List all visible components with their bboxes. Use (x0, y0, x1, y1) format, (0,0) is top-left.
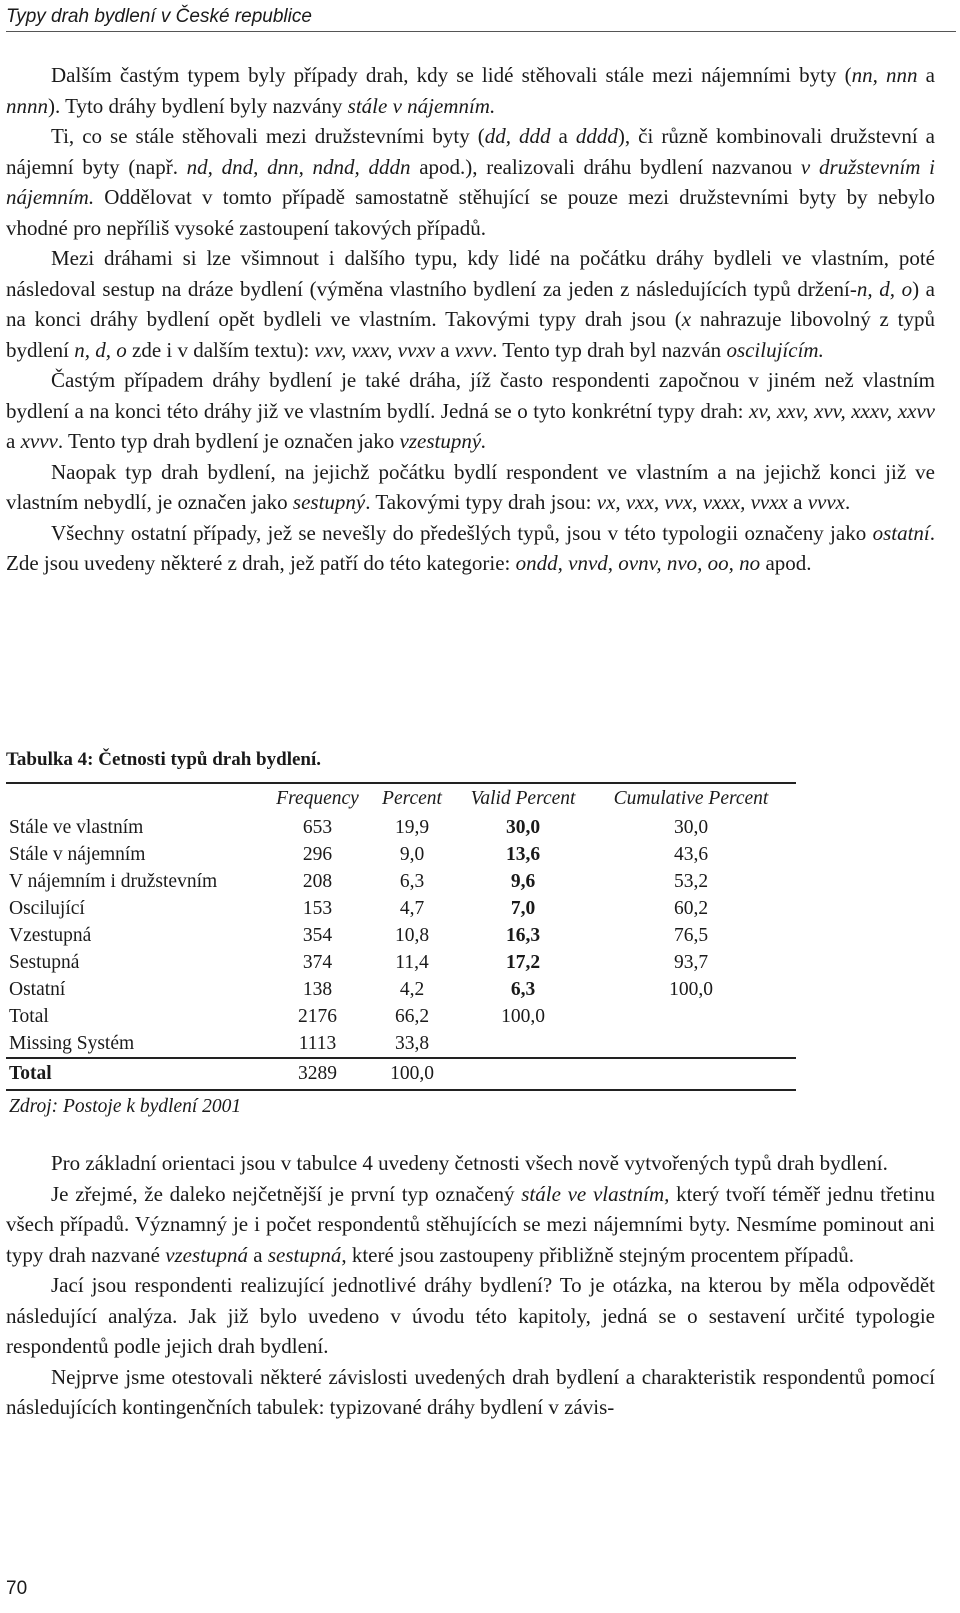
text-run: . Tento typ drah byl nazván (492, 337, 727, 362)
table-cell: 4,2 (399, 979, 425, 1000)
table-row (6, 1059, 796, 1089)
italic-term: vzestupná (165, 1242, 249, 1267)
page-number: 70 (6, 1578, 28, 1599)
table-cell: 11,4 (395, 952, 429, 973)
italic-term: nn, nnn (851, 63, 918, 87)
body-text-top (6, 60, 935, 579)
table-source: Zdroj: Postoje k bydlení 2001 (9, 1096, 242, 1117)
row-label: Vzestupná (9, 925, 92, 946)
table-row (6, 868, 796, 895)
italic-term: sestupná (267, 1242, 342, 1267)
italic-term: dddd (575, 124, 618, 148)
text-run: Dalším častým typem byly případy drah, kdy se lidé stěhovali stále mezi nájemními byty ( (51, 63, 852, 87)
frequency-table (6, 782, 796, 1120)
italic-term: nnnn (6, 93, 48, 118)
table-cell: 66,2 (394, 1006, 430, 1027)
text-run: který tvoří téměř jednu třetinu všech případů. Významný je i počet respondentů stěhujících se mezi nájemními byty. Nesmíme pominout ani typy drah nazvané (6, 1181, 935, 1267)
text-run: nahrazuje libovolný z typů bydlení (6, 307, 935, 362)
text-run: ). Tyto dráhy bydlení byly nazvány (48, 93, 348, 118)
table-cell: 17,2 (505, 952, 541, 973)
text-run: zde i v dalším textu): (126, 337, 315, 362)
paragraph (6, 457, 935, 518)
running-title: Typy drah bydlení v České republice (6, 6, 312, 27)
italic-term: ondd, vnvd, ovnv, nvo, oo, no (515, 551, 761, 575)
row-label: Oscilující (9, 898, 85, 919)
table-cell: 208 (302, 871, 333, 892)
table-cell: 2176 (298, 1006, 337, 1027)
table-header-valid-percent: Valid Percent (470, 788, 576, 809)
italic-term: xvvv (20, 429, 58, 453)
text-run: . Tento typ drah bydlení je označen jako (57, 429, 400, 453)
text-run: a (917, 63, 935, 87)
italic-term: ostatní (872, 520, 930, 545)
text-run: Je zřejmé, že daleko nejčetnější je první typ označený (51, 1181, 522, 1206)
italic-term: v družstevním i nájemním. (6, 154, 935, 209)
table-row (6, 922, 796, 949)
text-run: . Takovými typy drah jsou: (365, 490, 597, 514)
text-run: ) a na konci dráhy bydlení opět bydleli ve vlastním. Takovými typy drah jsou ( (6, 276, 935, 331)
text-run: a (434, 337, 455, 362)
italic-term: n, d, o (74, 337, 127, 362)
table-cell: 10,8 (394, 925, 430, 946)
table-cell: 100,0 (669, 979, 713, 1000)
text-run: a (550, 124, 576, 148)
table-cell: 76,5 (673, 925, 709, 946)
text-run: Jací jsou respondenti realizující jednotlivé dráhy bydlení? To je otázka, na kterou by měla odpovědět následující analýza. Jak již bylo uvedeno v úvodu této kapitoly, jedná se o sestavení určité typologie respondentů podle jejich drah bydlení. (6, 1273, 935, 1358)
table-cell: 9,6 (510, 871, 536, 892)
text-run: ), či různě kombinovali družstevní a nájemní byty (např. (6, 124, 936, 179)
table-bottom-rule (6, 1089, 796, 1091)
italic-term: vvvx (807, 490, 845, 514)
italic-term: nd, dnd, dnn, ndnd, dddn (186, 154, 411, 179)
table-cell: 100,0 (501, 1006, 545, 1027)
header-rule (6, 31, 956, 32)
table-cell: 53,2 (673, 871, 709, 892)
italic-term: vxv, vxxv, vvxv (314, 337, 435, 362)
paragraph (6, 121, 935, 243)
table-row (6, 976, 796, 1003)
paragraph (6, 1179, 935, 1271)
table-row (6, 841, 796, 868)
row-label: V nájemním i družstevním (9, 871, 218, 892)
text-run: Mezi dráhami si lze všimnout i dalšího typu, kdy lidé na počátku dráhy bydleli ve vlastním, poté následoval sestup na dráze bydlení (výměna vlastního bydlení za jeden z následujících typů držení- (6, 246, 935, 301)
table-cell: 33,8 (394, 1033, 430, 1054)
table-row (6, 814, 796, 841)
paragraph (6, 1362, 935, 1423)
text-run: Naopak typ drah bydlení, na jejichž počátku bydlí respondent ve vlastním a na jejichž konci již ve vlastním nebydlí, je označen jako (6, 459, 935, 514)
table-cell: 138 (302, 979, 333, 1000)
table-cell: 100,0 (390, 1063, 434, 1084)
italic-term: vzestupný. (399, 429, 487, 453)
table-cell: 6,3 (510, 979, 536, 1000)
text-run: a (248, 1242, 268, 1267)
text-run: . (844, 490, 851, 514)
italic-term: stále v nájemním. (347, 93, 496, 118)
table-row (6, 1003, 796, 1030)
row-label: Missing Systém (9, 1033, 135, 1054)
table-cell: 93,7 (673, 952, 709, 973)
table-cell: 16,3 (505, 925, 541, 946)
italic-term: stále ve vlastním, (521, 1181, 670, 1206)
table-cell: 1113 (298, 1033, 337, 1054)
table-header-row (6, 784, 796, 814)
row-label: Stále ve vlastním (9, 817, 144, 838)
table-cell: 374 (302, 952, 333, 973)
text-run: , které jsou zastoupeny přibližně stejným procentem případů. (341, 1242, 854, 1267)
table-cell: 19,9 (394, 817, 430, 838)
table-header-percent: Percent (382, 788, 442, 809)
row-label: Total (9, 1006, 49, 1027)
text-run: a (787, 490, 808, 514)
italic-term: vxvv (454, 337, 493, 362)
paragraph (6, 365, 935, 457)
table-cell: 354 (302, 925, 333, 946)
italic-term: vx, vxx, vvx, vxxx, vvxx (596, 490, 788, 514)
italic-term: x (681, 307, 692, 331)
text-run: Nejprve jsme otestovali některé závislosti uvedených drah bydlení a charakteristik respondentů pomocí následujících kontingenčních tabulek: typizované dráhy bydlení v závis- (6, 1364, 935, 1419)
paragraph (6, 243, 935, 365)
text-run: Ti, co se stále stěhovali mezi družstevními byty ( (51, 124, 485, 148)
paragraph (6, 1270, 935, 1362)
table-cell: 43,6 (673, 844, 709, 865)
table-caption: Tabulka 4: Četnosti typů drah bydlení. (6, 749, 322, 770)
table-row (6, 949, 796, 976)
table-cell: 9,0 (399, 844, 425, 865)
table-cell: 7,0 (510, 898, 536, 919)
text-run: . Zde jsou uvedeny některé z drah, jež patří do této kategorie: (6, 520, 935, 575)
text-run: apod. (760, 551, 812, 575)
table-cell: 60,2 (673, 898, 709, 919)
italic-term: xv, xxv, xvv, xxxv, xxvv (749, 398, 935, 423)
table-body (6, 814, 796, 1089)
italic-term: dd, ddd (484, 124, 551, 148)
row-label: Ostatní (9, 979, 66, 1000)
table-cell: 153 (302, 898, 333, 919)
table-cell: 30,0 (505, 817, 541, 838)
table-header-frequency: Frequency (276, 788, 359, 809)
table-cell: 653 (302, 817, 333, 838)
text-run: apod.), realizovali dráhu bydlení nazvanou (410, 154, 801, 179)
table-cell: 3289 (298, 1063, 337, 1084)
table-cell: 4,7 (399, 898, 425, 919)
table-cell: 296 (302, 844, 333, 865)
italic-term: sestupný (292, 490, 366, 514)
paragraph (6, 1148, 935, 1179)
row-label: Total (9, 1063, 52, 1084)
italic-term: n, d, o (856, 276, 913, 301)
text-run: Oddělovat v tomto případě samostatně stěhující se pouze mezi družstevními byty by nebylo vhodné pro nepříliš vysoké zastoupení takových případů. (6, 185, 935, 240)
table-cell: 6,3 (399, 871, 425, 892)
table-row (6, 895, 796, 922)
body-text-bottom (6, 1148, 935, 1423)
text-run: Pro základní orientaci jsou v tabulce 4 uvedeny četnosti všech nově vytvořených typů drah bydlení. (51, 1151, 888, 1175)
italic-term: oscilujícím. (726, 337, 824, 362)
table-header-cumulative-percent: Cumulative Percent (613, 788, 769, 809)
table-row (6, 1030, 796, 1057)
table-cell: 13,6 (505, 844, 541, 865)
table-cell: 30,0 (673, 817, 709, 838)
row-label: Stále v nájemním (9, 844, 146, 865)
text-run: Všechny ostatní případy, jež se nevešly do předešlých typů, jsou v této typologii označeny jako (51, 520, 873, 545)
row-label: Sestupná (9, 952, 80, 973)
text-run: Častým případem dráhy bydlení je také dráha, jíž často respondenti započnou v jiném než vlastním bydlení a na konci této dráhy již ve vlastním bydlí. Jedná se o tyto konkrétní typy drah: (6, 368, 935, 423)
text-run: a (6, 429, 21, 453)
paragraph (6, 60, 935, 121)
paragraph (6, 518, 935, 579)
